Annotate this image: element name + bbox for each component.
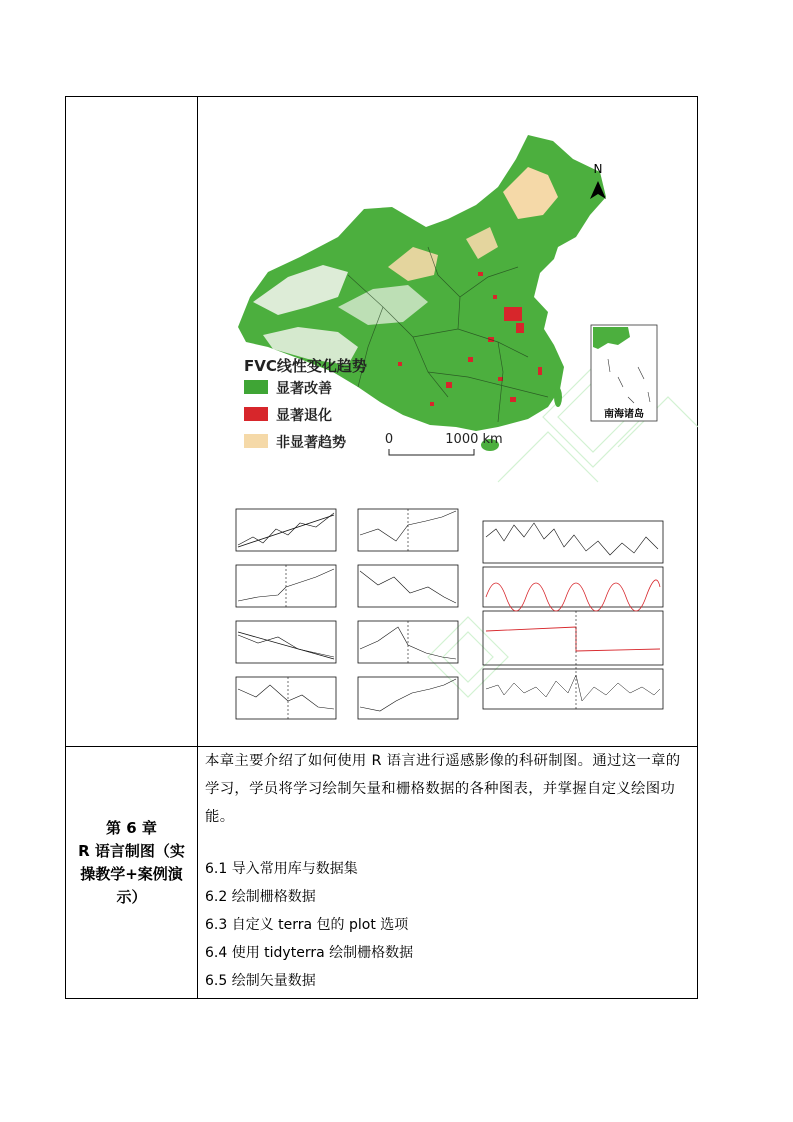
scale-start-label: 0 [384, 432, 394, 447]
chapter-name-line3: 示） [116, 888, 147, 906]
top-left-empty-cell [66, 97, 197, 746]
fvc-trend-map [238, 135, 606, 451]
figure-cell [198, 97, 698, 746]
legend-swatch-nonsig [244, 434, 268, 448]
south-china-sea-inset [591, 325, 657, 421]
chapter-intro: 本章主要介绍了如何使用 R 语言进行遥感影像的科研制图。通过这一章的学习，学员将学习绘制矢量和栅格数据的各种图表，并掌握自定义绘图功能。 [205, 753, 681, 825]
section-item: 6.2 绘制栅格数据 [205, 889, 316, 905]
section-item: 6.3 自定义 terra 包的 plot 选项 [205, 917, 409, 933]
chapter-name-line1: R 语言制图（实 [78, 842, 185, 860]
figure-illustration [198, 97, 698, 746]
chapter-name-line2: 操教学+案例演 [80, 865, 183, 883]
chapter-number: 第 6 章 [106, 819, 157, 837]
section-item: 6.4 使用 tidyterra 绘制栅格数据 [205, 945, 414, 961]
legend-label-degrade: 显著退化 [276, 408, 332, 424]
section-item: 6.5 绘制矢量数据 [205, 973, 316, 989]
inset-label: 南海诸岛 [604, 409, 644, 420]
scale-end-label: 1000 km [445, 432, 503, 447]
panel-grid-right [483, 521, 663, 709]
legend-label-improve: 显著改善 [276, 381, 332, 397]
chapter-label-cell [66, 747, 197, 999]
section-item: 6.1 导入常用库与数据集 [205, 861, 358, 877]
trend-panels-figure [236, 509, 663, 719]
map-legend [244, 357, 367, 451]
north-label: N [593, 162, 603, 176]
chapter-content-cell [198, 747, 698, 999]
legend-swatch-improve [244, 380, 268, 394]
panel-grid-left [236, 509, 458, 719]
section-list [205, 855, 413, 995]
chapter-table [65, 96, 698, 999]
legend-label-nonsig: 非显著趋势 [276, 435, 346, 451]
chapter-title [72, 817, 191, 909]
legend-swatch-degrade [244, 407, 268, 421]
legend-title: FVC线性变化趋势 [244, 357, 367, 375]
scale-bar [385, 432, 503, 455]
